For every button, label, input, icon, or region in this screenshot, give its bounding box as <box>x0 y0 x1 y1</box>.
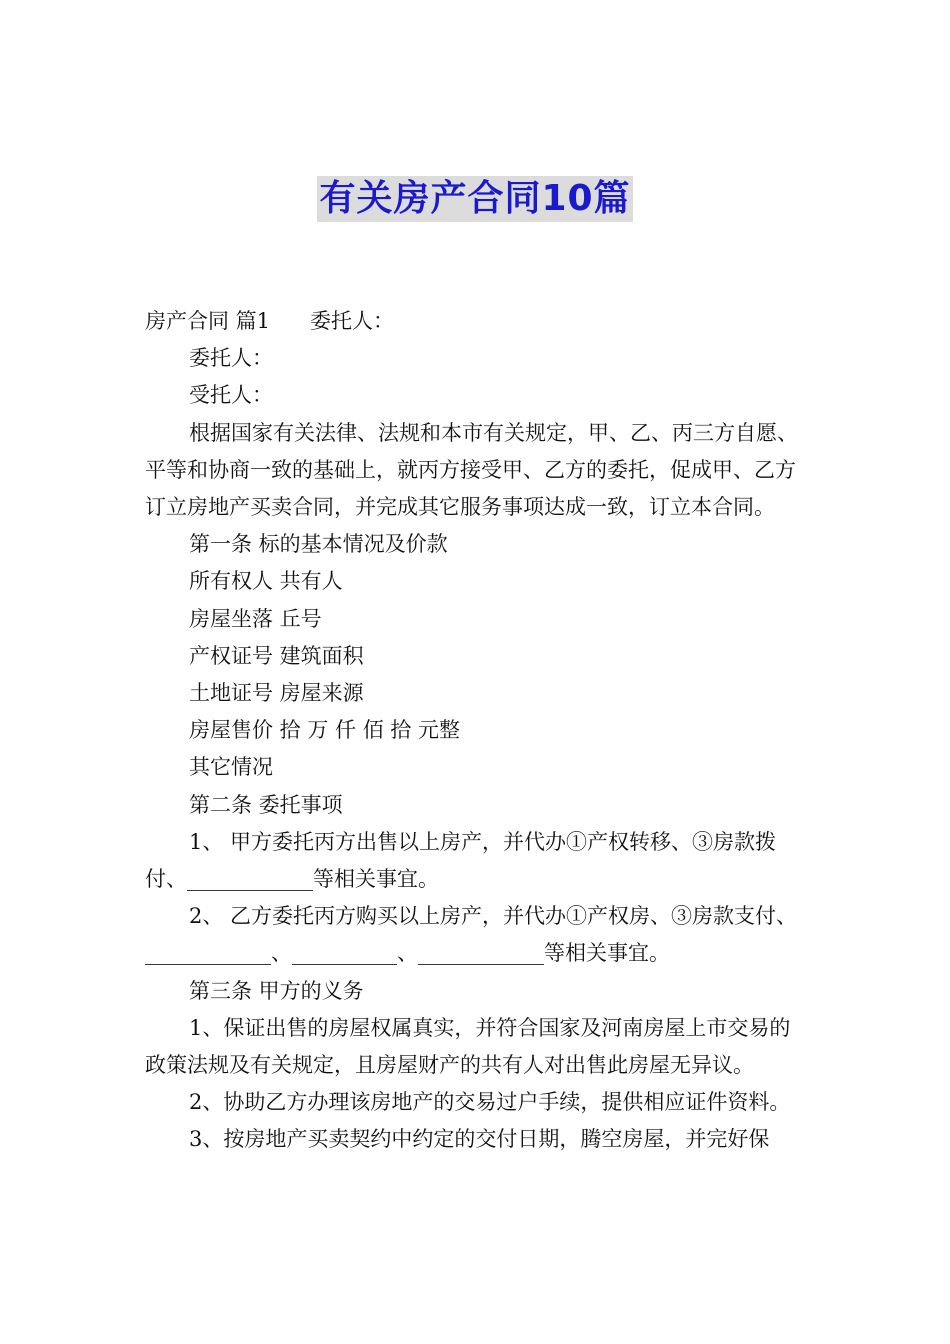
field-certificate: 产权证号 建筑面积 <box>189 643 364 668</box>
article-3-item-1: 1、保证出售的房屋权属真实，并符合国家及河南房屋上市交易的政策法规及有关规定，且房屋财产的共有人对出售此房屋无异议。 <box>145 1015 791 1078</box>
article-2-item-1: 1、 甲方委托丙方出售以上房产，并代办①产权转移、③房款拨付、____________等相关事宜。 <box>145 829 777 892</box>
article-1-heading: 第一条 标的基本情况及价款 <box>189 532 448 557</box>
field-location: 房屋坐落 丘号 <box>189 606 322 631</box>
document-body <box>145 303 810 1159</box>
article-3-heading: 第三条 甲方的义务 <box>189 978 364 1003</box>
field-price: 房屋售价 拾 万 仟 佰 拾 元整 <box>189 718 461 743</box>
paragraph-entrustor: 委托人： <box>189 346 273 371</box>
field-land-certificate: 土地证号 房屋来源 <box>189 681 364 706</box>
title-block <box>0 176 950 222</box>
entrustor-label: 委托人： <box>310 309 395 333</box>
heading-line <box>145 303 810 340</box>
article-2-heading: 第二条 委托事项 <box>189 792 343 817</box>
field-other: 其它情况 <box>189 755 273 780</box>
document-title: 有关房产合同10篇 <box>317 176 632 222</box>
paragraph-trustee: 受托人： <box>189 383 273 408</box>
article-2-item-2: 2、 乙方委托丙方购买以上房产，并代办①产权房、③房款支付、____________、__________、____________等相关事宜。 <box>145 904 798 966</box>
field-owner: 所有权人 共有人 <box>189 569 343 594</box>
paragraph-preamble: 根据国家有关法律、法规和本市有关规定，甲、乙、丙三方自愿、平等和协商一致的基础上，就丙方接受甲、乙方的委托，促成甲、乙方订立房地产买卖合同，并完成其它服务事项达成一致，订立本合同。 <box>145 420 798 520</box>
article-3-item-2: 2、协助乙方办理该房地产的交易过户手续，提供相应证件资料。 <box>189 1090 791 1115</box>
section-label: 房产合同 篇1 <box>145 309 271 333</box>
article-3-item-3: 3、按房地产买卖契约中约定的交付日期，腾空房屋，并完好保 <box>189 1127 770 1152</box>
